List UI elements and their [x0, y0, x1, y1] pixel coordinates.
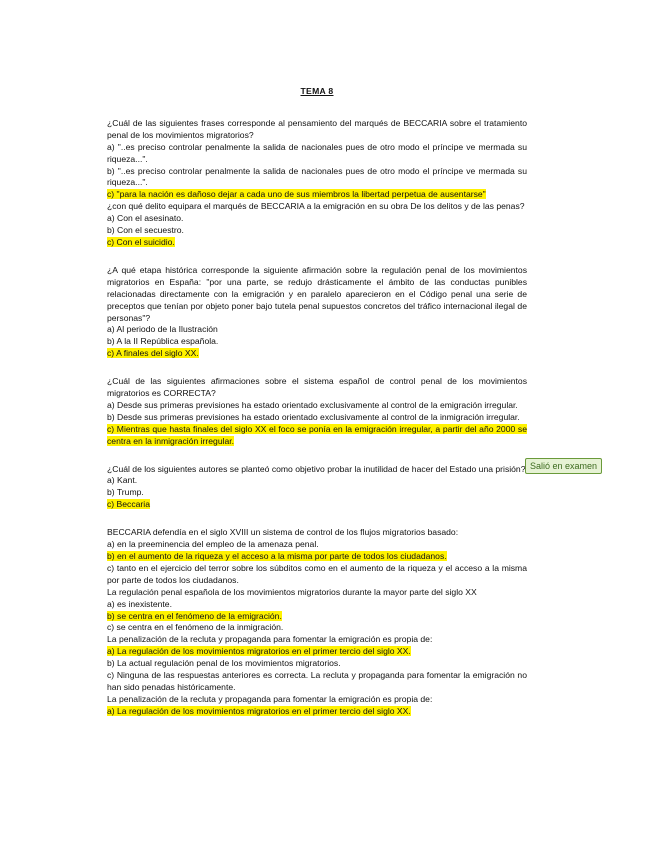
answer-a: a) en la preeminencia del empleo de la amenaza penal. — [107, 539, 319, 550]
question-text: La regulación penal española de los movimientos migratorios durante la mayor parte del siglo XX — [107, 586, 477, 597]
answer-a: a) Kant. — [107, 475, 138, 486]
answer-b: b) Con el secuestro. — [107, 225, 184, 236]
answer-b: b) Trump. — [107, 487, 144, 498]
answer-c-highlighted: c) Mientras que hasta finales del siglo XX el foco se ponía en la emigración irregular, a partir del año 2000 se centra en la inmigración irregular. — [107, 423, 527, 446]
answer-b: b) Desde sus primeras previsiones ha estado orientado exclusivamente al control de la inmigración irregular. — [107, 411, 520, 422]
answer-c: c) Ninguna de las respuestas anteriores es correcta. La recluta y propaganda para fomentar la emigración no han sido penadas históricamente. — [107, 670, 527, 692]
answer-a: a) es inexistente. — [107, 598, 172, 609]
question-block-3 — [107, 376, 527, 447]
answer-b: b) "..es preciso controlar penalmente la salida de nacionales pues de otro modo el príncipe ve mermada su riqueza...". — [107, 165, 527, 188]
answer-a-highlighted: a) La regulación de los movimientos migratorios en el primer tercio del siglo XX. — [107, 705, 411, 716]
question-text: ¿Cuál de las siguientes afirmaciones sobre el sistema español de control penal de los movimientos migratorios es CORRECTA? — [107, 376, 527, 399]
answer-a: a) Desde sus primeras previsiones ha estado orientado exclusivamente al control de la emigración irregular. — [107, 399, 518, 410]
answer-a: a) Con el asesinato. — [107, 213, 184, 224]
question-block-4 — [107, 464, 527, 512]
answer-a-highlighted: a) La regulación de los movimientos migratorios en el primer tercio del siglo XX. — [107, 646, 411, 657]
answer-c-highlighted: c) A finales del siglo XX. — [107, 348, 199, 359]
question-text: BECCARIA defendía en el siglo XVIII un sistema de control de los flujos migratorios basado: — [107, 527, 459, 538]
page-title: TEMA 8 — [300, 86, 334, 96]
answer-b-highlighted: b) se centra en el fenómeno de la emigración. — [107, 610, 282, 621]
answer-c: c) se centra en el fenómeno de la inmigración. — [107, 622, 284, 633]
answer-a: a) Al periodo de la Ilustración — [107, 324, 218, 335]
question-block-1 — [107, 118, 527, 249]
answer-c-highlighted: c) Con el suicidio. — [107, 236, 175, 247]
question-text: ¿con qué delito equipara el marqués de BECCARIA a la emigración en su obra De los delitos y de las penas? — [107, 201, 525, 212]
answer-c-highlighted: c) "para la nación es dañoso dejar a cada uno de sus miembros la libertad perpetua de ausentarse" — [107, 189, 486, 200]
answer-b: b) A la II República española. — [107, 336, 219, 347]
answer-c: c) tanto en el ejercicio del terror sobre los súbditos como en el aumento de la riqueza y el acceso a la misma por parte de todos los ciudadanos. — [107, 562, 527, 585]
question-text: La penalización de la recluta y propaganda para fomentar la emigración es propia de: — [107, 634, 433, 645]
question-text: ¿Cuál de las siguientes frases corresponde al pensamiento del marqués de BECCARIA sobre el tratamiento penal de los movimientos migratorios? — [107, 117, 527, 140]
answer-c-highlighted: c) Beccaria — [107, 499, 150, 510]
question-block-5 — [107, 527, 527, 718]
exam-note-annotation[interactable]: Salió en examen — [525, 458, 602, 474]
document-page — [107, 86, 527, 734]
question-text: ¿Cuál de los siguientes autores se planteó como objetivo probar la inutilidad de hacer del Estado una prisión? — [107, 463, 526, 474]
answer-b-highlighted: b) en el aumento de la riqueza y el acceso a la misma por parte de todos los ciudadanos. — [107, 551, 447, 561]
answer-b: b) La actual regulación penal de los movimientos migratorios. — [107, 658, 341, 669]
question-block-2 — [107, 265, 527, 360]
answer-a: a) "..es preciso controlar penalmente la salida de nacionales pues de otro modo el príncipe ve mermada su riqueza...". — [107, 141, 527, 164]
question-text: ¿A qué etapa histórica corresponde la siguiente afirmación sobre la regulación penal de los movimientos migratorios en España: "por una parte, se redujo drásticamente el ámbito de las conductas punibles relacionadas directamente con la emigración y en paralelo aparecieron en el Código penal una serie de preceptos que tenían por objeto poner bajo tutela penal supuestos concretos del tráfico internacional ilegal de personas"? — [107, 264, 527, 323]
question-text: La penalización de la recluta y propaganda para fomentar la emigración es propia de: — [107, 693, 433, 704]
